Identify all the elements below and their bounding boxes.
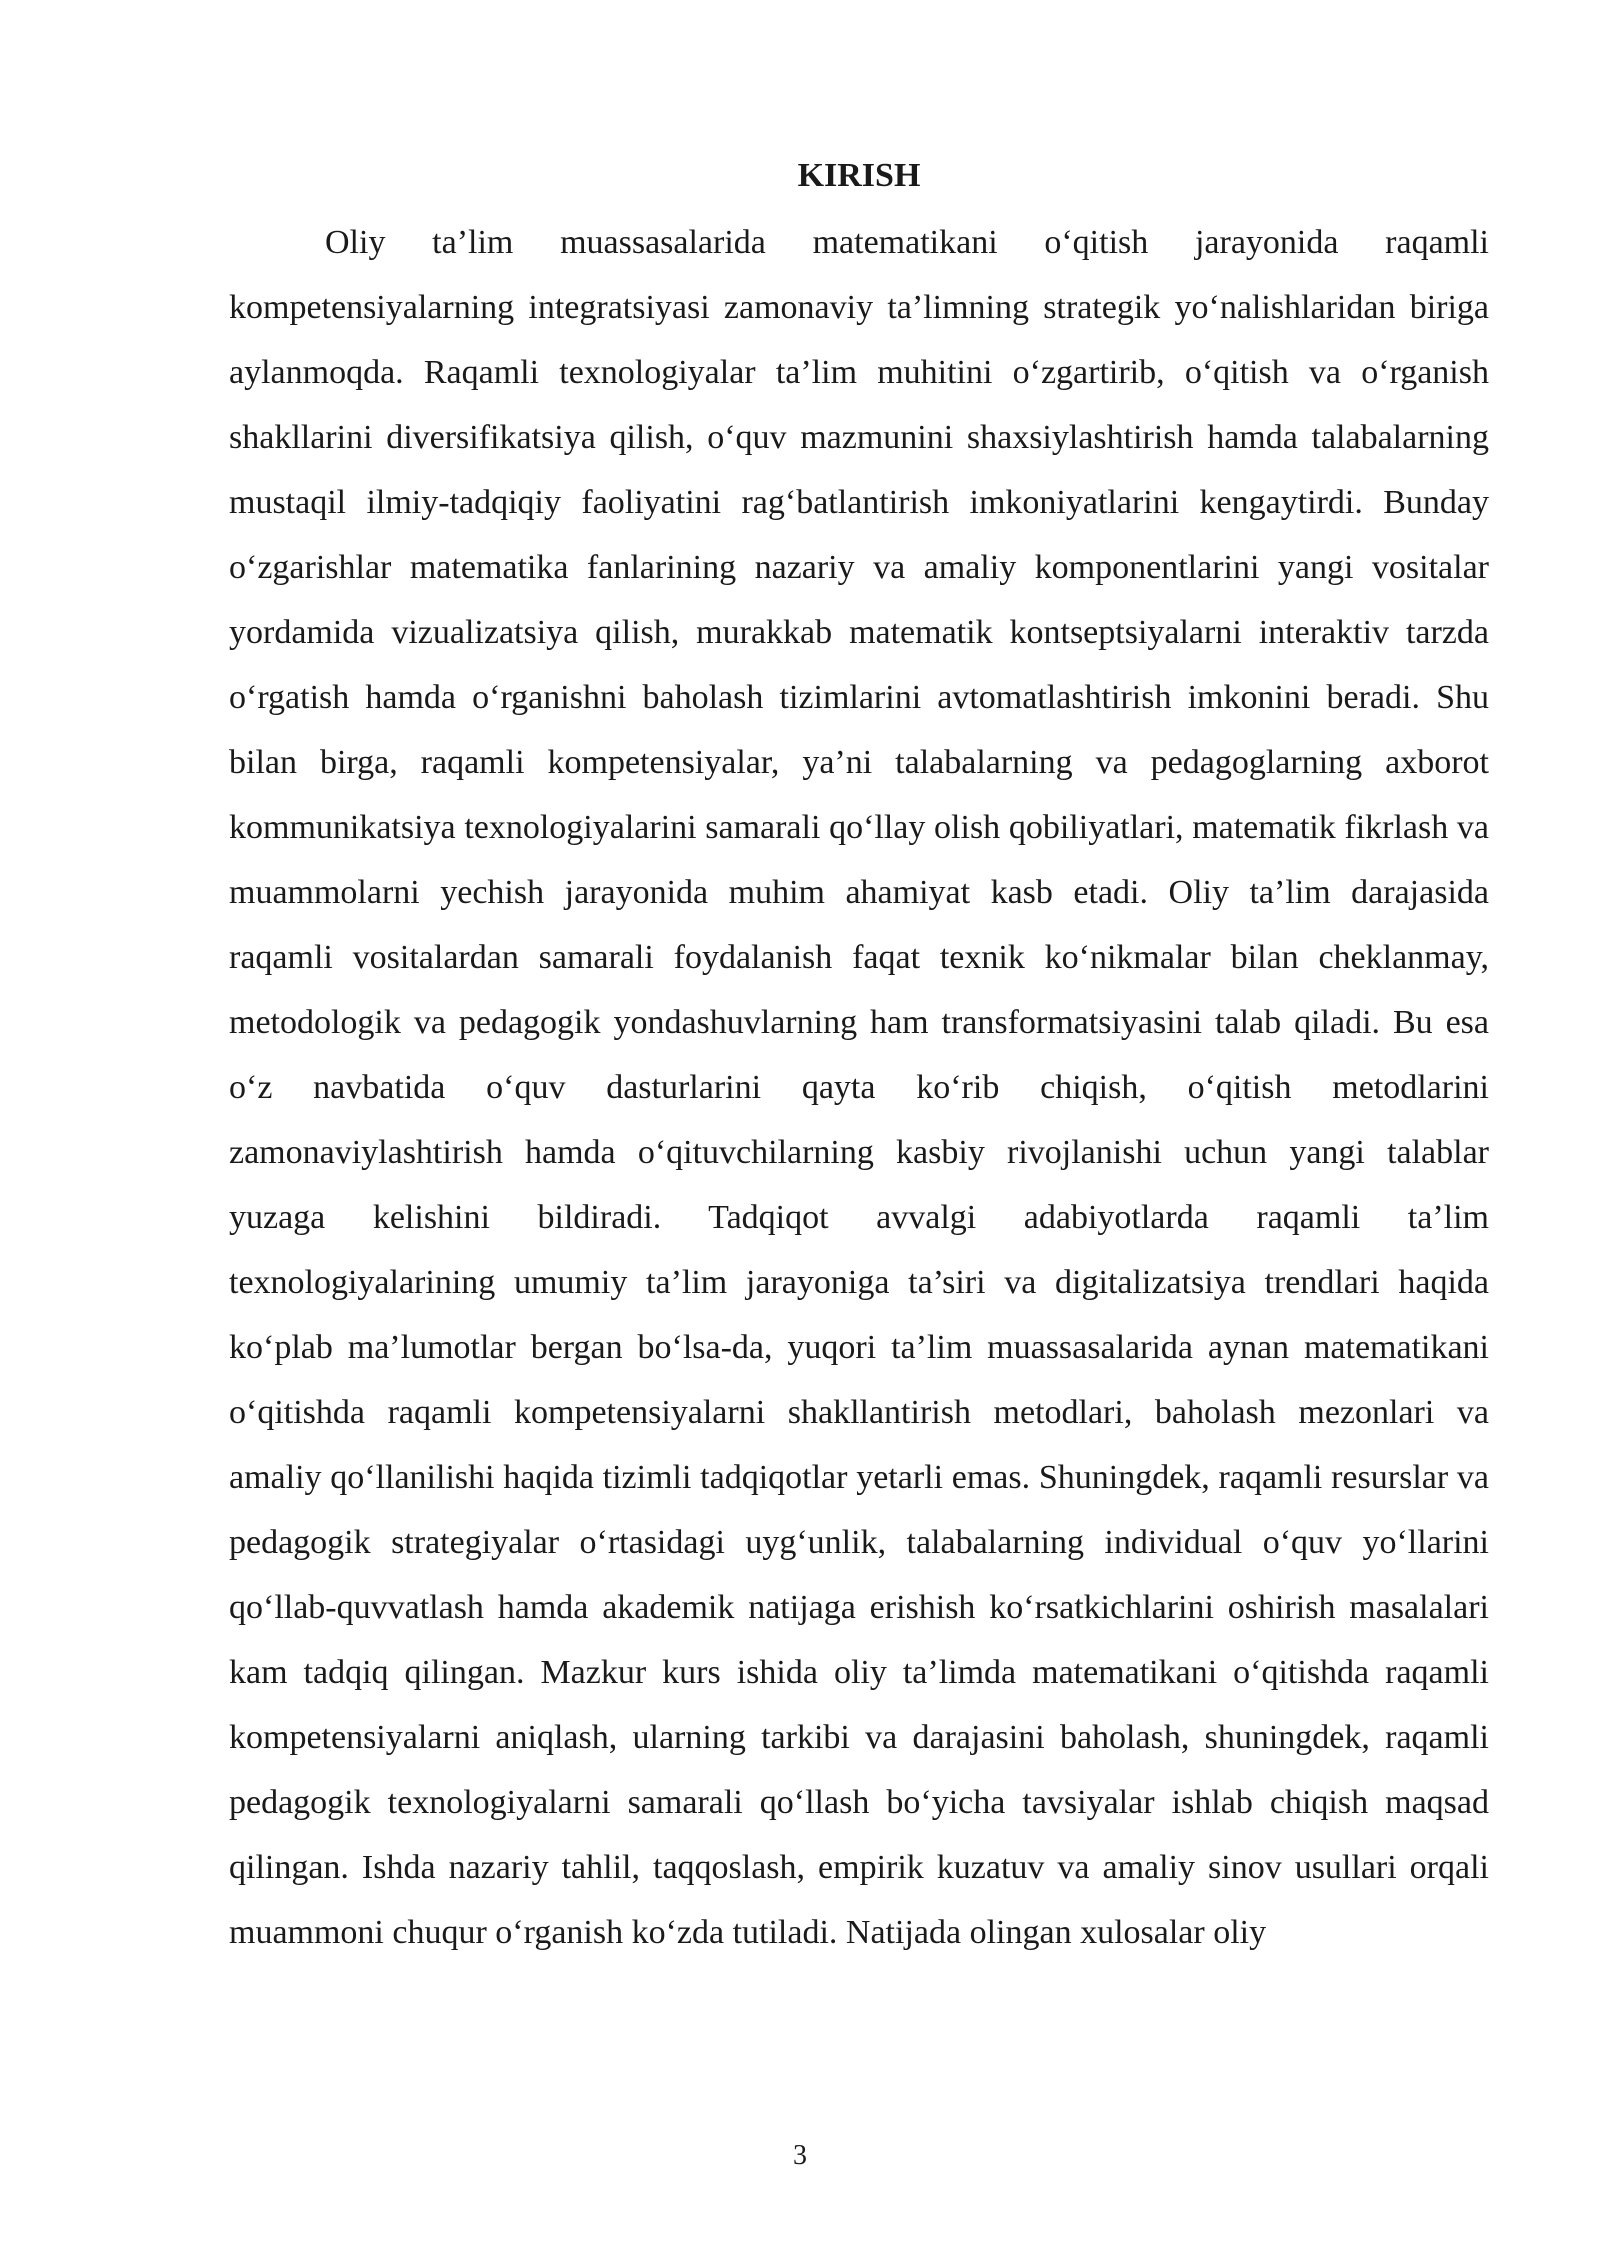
page-number: 3	[793, 2140, 807, 2171]
page-content	[229, 150, 1489, 1965]
section-title: KIRISH	[797, 157, 921, 194]
body-paragraph: Oliy ta’lim muassasalarida matematikani o‘qitish jarayonida raqamli kompetensiyalarning integratsiyasi zamonaviy ta’limning strategik yo‘nalishlaridan biriga aylanmoqda. Raqamli texnologiyalar ta’lim muhitini o‘zgartirib, o‘qitish va o‘rganish shakllarini diversifikatsiya qilish, o‘quv mazmunini shaxsiylashtirish hamda talabalarning mustaqil ilmiy-tadqiqiy faoliyatini rag‘batlantirish imkoniyatlarini kengaytirdi. Bunday o‘zgarishlar matematika fanlarining nazariy va amaliy komponentlarini yangi vositalar yordamida vizualizatsiya qilish, murakkab matematik kontseptsiyalarni interaktiv tarzda o‘rgatish hamda o‘rganishni baholash tizimlarini avtomatlashtirish imkonini beradi. Shu bilan birga, raqamli kompetensiyalar, ya’ni talabalarning va pedagoglarning axborot kommunikatsiya texnologiyalarini samarali qo‘llay olish qobiliyatlari, matematik fikrlash va muammolarni yechish jarayonida muhim ahamiyat kasb etadi. Oliy ta’lim darajasida raqamli vositalardan samarali foydalanish faqat texnik ko‘nikmalar bilan cheklanmay, metodologik va pedagogik yondashuvlarning ham transformatsiyasini talab qiladi. Bu esa o‘z navbatida o‘quv dasturlarini qayta ko‘rib chiqish, o‘qitish metodlarini zamonaviylashtirish hamda o‘qituvchilarning kasbiy rivojlanishi uchun yangi talablar yuzaga kelishini bildiradi. Tadqiqot avvalgi adabiyotlarda raqamli ta’lim texnologiyalarining umumiy ta’lim jarayoniga ta’siri va digitalizatsiya trendlari haqida ko‘plab ma’lumotlar bergan bo‘lsa-da, yuqori ta’lim muassasalarida aynan matematikani o‘qitishda raqamli kompetensiyalarni shakllantirish metodlari, baholash mezonlari va amaliy qo‘llanilishi haqida tizimli tadqiqotlar yetarli emas. Shuningdek, raqamli resurslar va pedagogik strategiyalar o‘rtasidagi uyg‘unlik, talabalarning individual o‘quv yo‘llarini qo‘llab-quvvatlash hamda akademik natijaga erishish ko‘rsatkichlarini oshirish masalalari kam tadqiq qilingan. Mazkur kurs ishida oliy ta’limda matematikani o‘qitishda raqamli kompetensiyalarni aniqlash, ularning tarkibi va darajasini baholash, shuningdek, raqamli pedagogik texnologiyalarni samarali qo‘llash bo‘yicha tavsiyalar ishlab chiqish maqsad qilingan. Ishda nazariy tahlil, taqqoslash, empirik kuzatuv va amaliy sinov usullari orqali muammoni chuqur o‘rganish ko‘zda tutiladi. Natijada olingan xulosalar oliy	[229, 224, 1489, 1951]
